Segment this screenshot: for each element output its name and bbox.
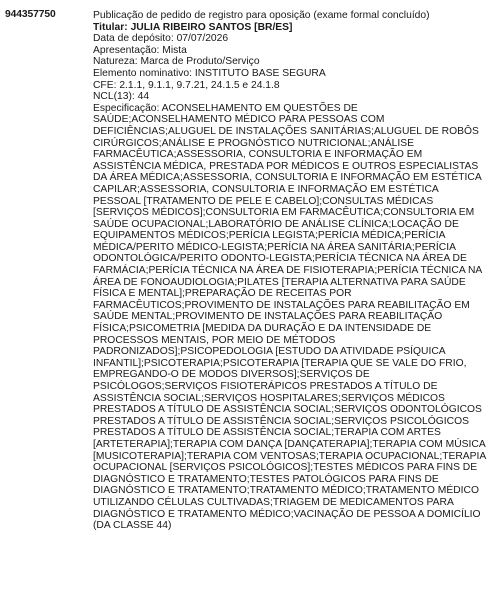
nominative-element: Elemento nominativo: INSTITUTO BASE SEGURA bbox=[93, 67, 326, 79]
nature: Natureza: Marca de Produto/Serviço bbox=[93, 56, 260, 68]
specification-text: Especificação: ACONSELHAMENTO EM QUESTÕES DE SAÚDE;ACONSELHAMENTO MÉDICO PARA PESSOAS COM DEFICIÊNCIAS;ALUGUEL DE INSTALAÇÕES SANITÁRIAS;ALUGUEL DE ROBÔS CIRÚRGICOS;ANÁLISE E PROGNÓSTICO NUTRICIONAL;ANÁLISE FARMACÊUTICA;ASSESSORIA, CONSULTORIA E INFORMAÇÃO EM ASSISTÊNCIA MÉDICA, PRESTADA POR MÉDICOS E OUTROS ESPECIALISTAS DA ÁREA MÉDICA;ASSESSORIA, CONSULTORIA E INFORMAÇÃO EM ESTÉTICA CAPILAR;ASSESSORIA, CONSULTORIA E INFORMAÇÃO EM ESTÉTICA PESSOAL [TRATAMENTO DE PELE E CABELO];CONSULTAS MÉDICAS [SERVIÇOS MÉDICOS];CONSULTORIA EM FARMACÊUTICA;CONSULTORIA EM SAÚDE OCUPACIONAL;LABORATÓRIO DE ANÁLISE CLÍNICA;LOCAÇÃO DE EQUIPAMENTOS MÉDICOS;PERÍCIA LEGISTA;PERÍCIA MÉDICA;PERÍCIA MÉDICA/PERITO MÉDICO-LEGISTA;PERÍCIA NA ÁREA SANITÁRIA;PERÍCIA ODONTOLÓGICA/PERITO ODONTO-LEGISTA;PERÍCIA TÉCNICA NA ÁREA DE FARMÁCIA;PERÍCIA TÉCNICA NA ÁREA DE FISIOTERAPIA;PERÍCIA TÉCNICA NA ÁREA DE FONOAUDIOLOGIA;PILATES [TERAPIA ALTERNATIVA PARA SAÚDE FÍSICA E MENTAL];PREPARAÇÃO DE RECEITAS POR FARMACÊUTICOS;PROVIMENTO DE INSTALAÇÕES PARA REABILITAÇÃO EM SAÚDE MENTAL;PROVIMENTO DE INSTALAÇÕES PARA REABILITAÇÃO FÍSICA;PSICOMETRIA [MEDIDA DA DURAÇÃO E DA INTENSIDADE DE PROCESSOS MENTAIS, POR MEIO DE MÉTODOS PADRONIZADOS];PSICOPEDOLOGIA [ESTUDO DA ATIVIDADE PSÍQUICA INFANTIL];PSICOTERAPIA;PSICOTERAPIA [TERAPIA QUE SE VALE DO FRIO, EMPREGANDO-O DE MODOS DIVERSOS];SERVIÇOS DE PSICÓLOGOS;SERVIÇOS FISIOTERÁPICOS PRESTADOS A TÍTULO DE ASSISTÊNCIA SOCIAL;SERVIÇOS HOSPITALARES;SERVIÇOS MÉDICOS PRESTADOS A TÍTULO DE ASSISTÊNCIA SOCIAL;SERVIÇOS ODONTOLÓGICOS PRESTADOS A TÍTULO DE ASSISTÊNCIA SOCIAL;SERVIÇOS PSICOLÓGICOS PRESTADOS A TÍTULO DE ASSISTÊNCIA SOCIAL;TERAPIA COM ARTES [ARTETERAPIA];TERAPIA COM DANÇA [DANÇATERAPIA];TERAPIA COM MÚSICA [MUSICOTERAPIA];TERAPIA COM VENTOSAS;TERAPIA OCUPACIONAL;TERAPIA OCUPACIONAL [SERVIÇOS PSICOLÓGICOS];TESTES MÉDICOS PARA FINS DE DIAGNÓSTICO E TRATAMENTO;TESTES PATOLÓGICOS PARA FINS DE DIAGNÓSTICO E TRATAMENTO;TRATAMENTO MÉDICO;TRATAMENTO MÉDICO UTILIZANDO CÉLULAS CULTIVADAS;TRIAGEM DE MEDICAMENTOS PARA DIAGNÓSTICO E TRATAMENTO MÉDICO;VACINAÇÃO DE PESSOA A DOMICÍLIO (DA CLASSE 44) bbox=[93, 102, 486, 532]
record-details bbox=[93, 10, 487, 532]
presentation: Apresentação: Mista bbox=[93, 44, 187, 56]
cfe-classification: CFE: 2.1.1, 9.1.1, 9.7.21, 24.1.5 e 24.1.8 bbox=[93, 79, 280, 91]
dispatch-description: Publicação de pedido de registro para oposição (exame formal concluído) bbox=[93, 10, 430, 21]
process-number: 944357750 bbox=[5, 9, 56, 20]
ncl-classification: NCL(13): 44 bbox=[93, 91, 150, 103]
filing-date: Data de depósito: 07/07/2026 bbox=[93, 33, 229, 45]
holder-line: Titular: JULIA RIBEIRO SANTOS [BR/ES] bbox=[93, 21, 293, 33]
